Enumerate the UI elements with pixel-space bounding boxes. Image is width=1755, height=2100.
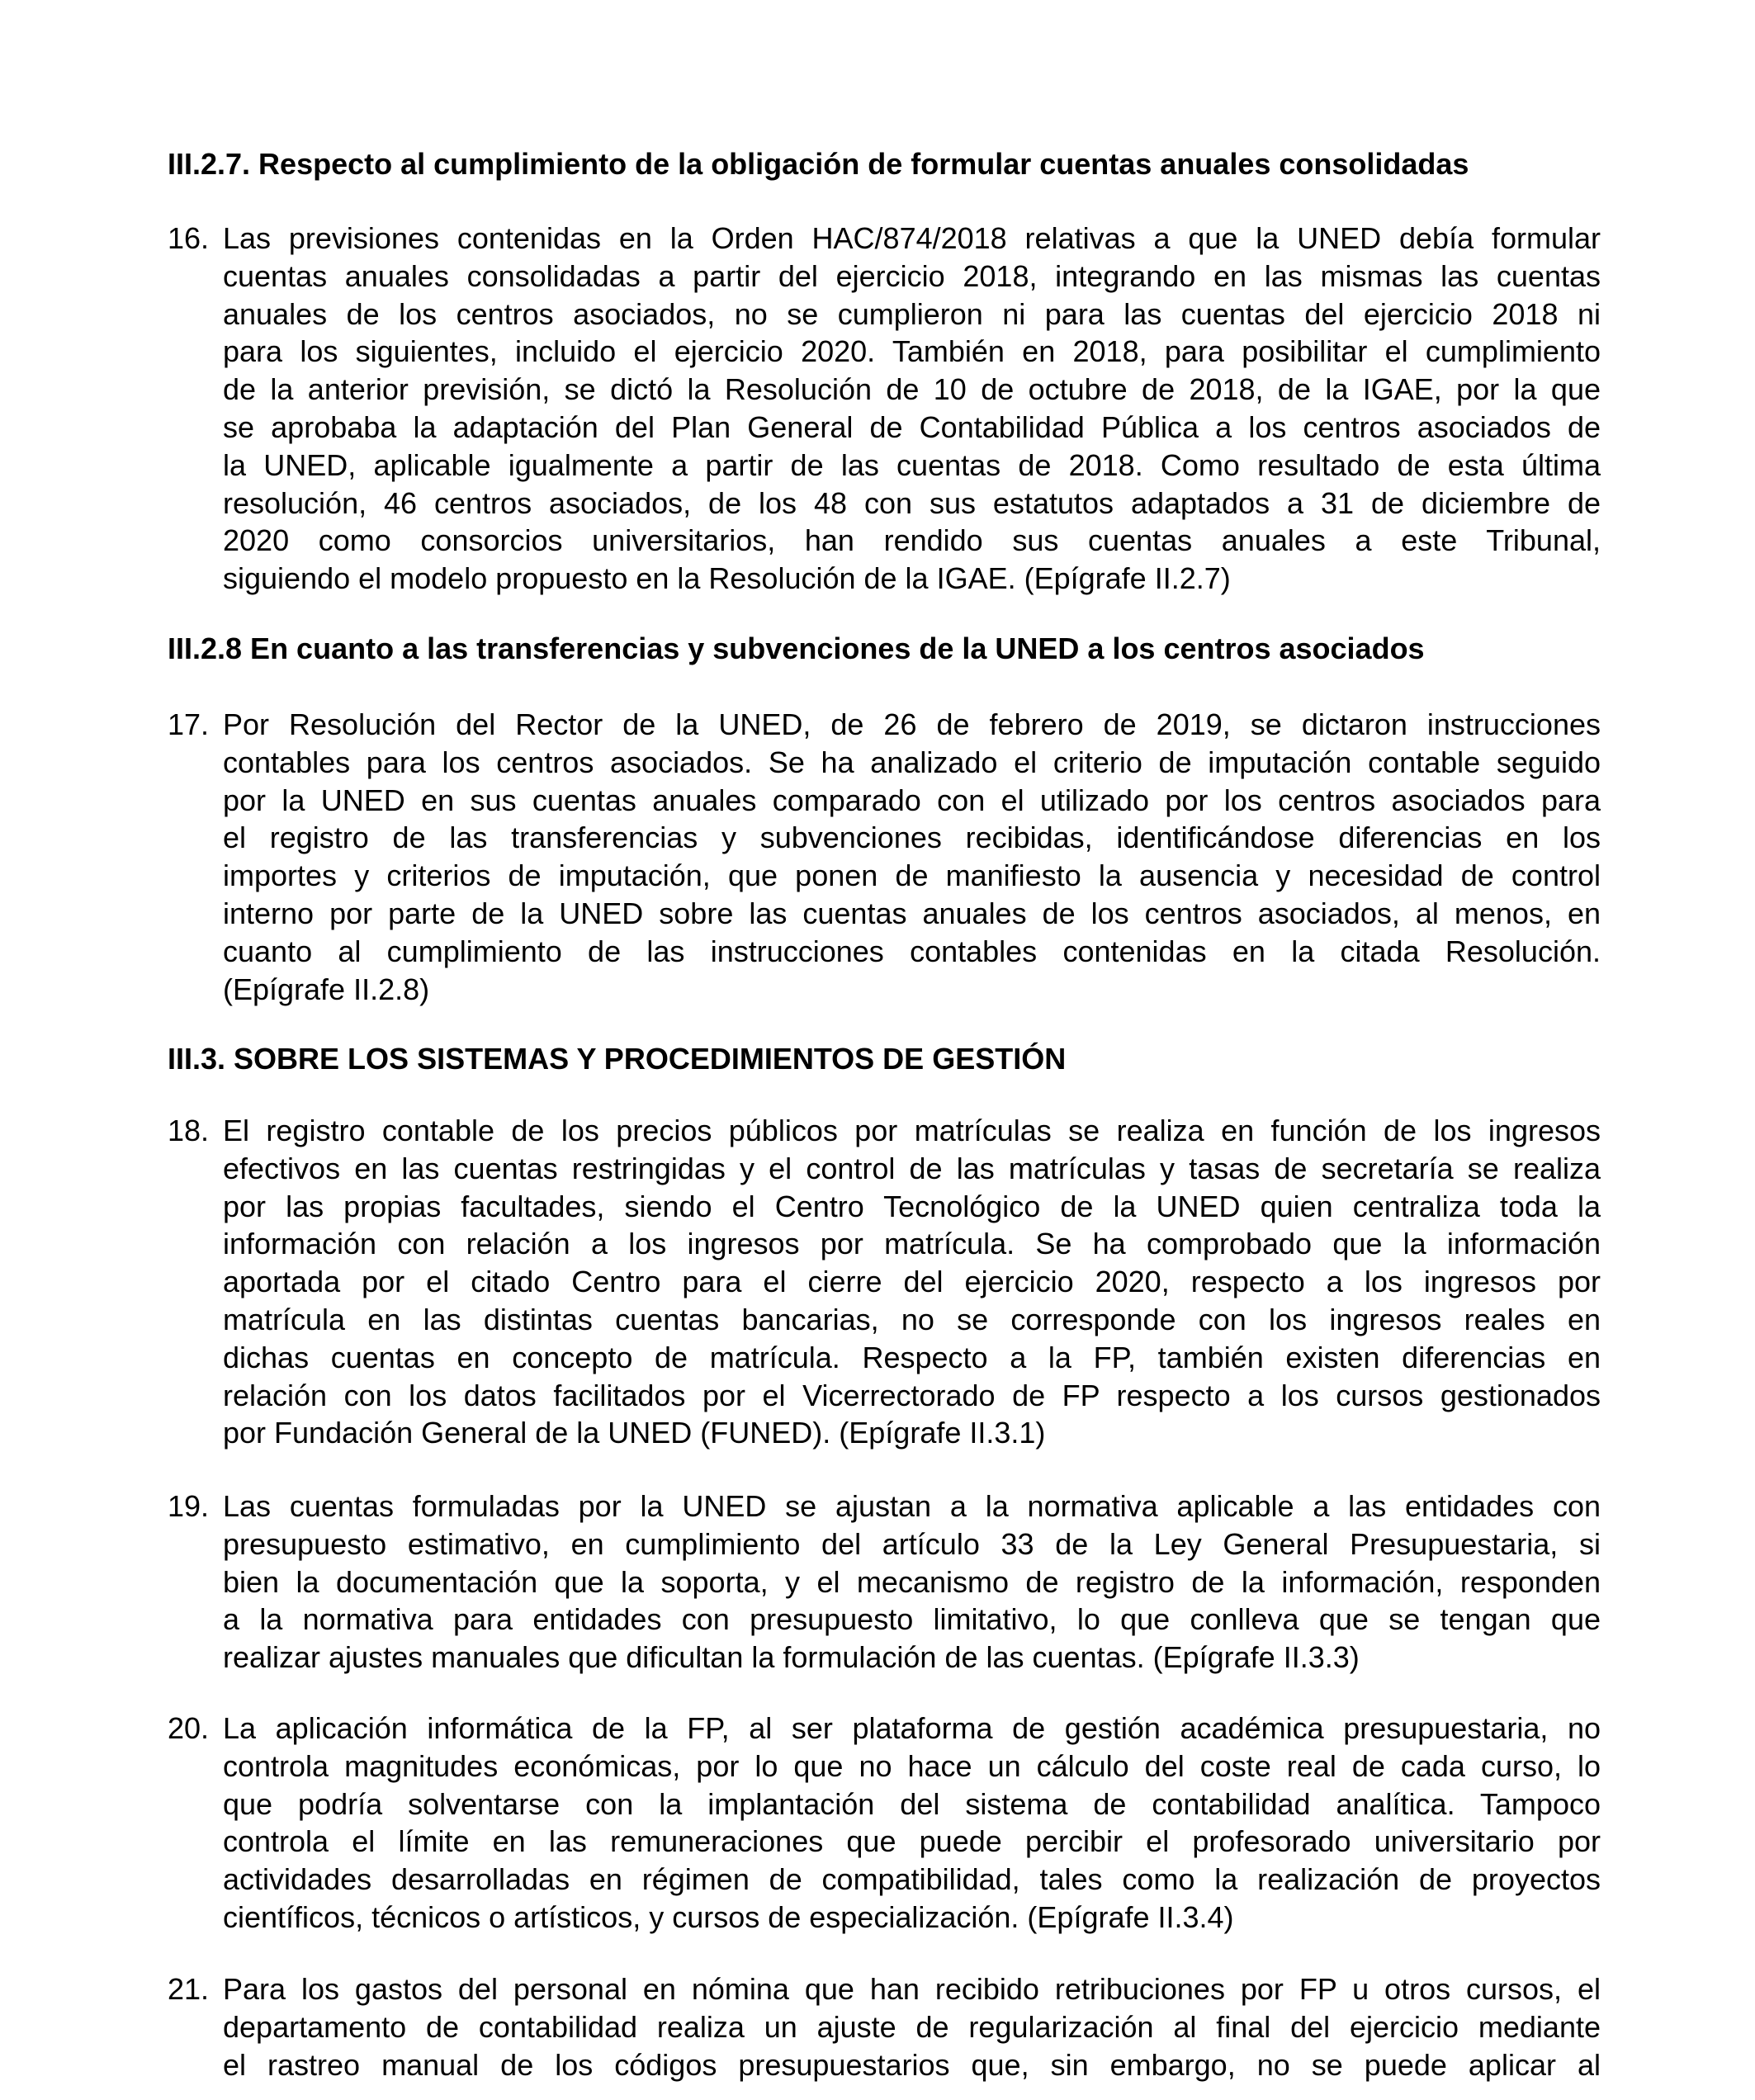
paragraph-text bbox=[223, 220, 1601, 598]
text-line: que podría solventarse con la implantación del sistema de contabilidad analítica. Tampoco bbox=[223, 1786, 1601, 1821]
text-line: se aprobaba la adaptación del Plan General de Contabilidad Pública a los centros asociados de bbox=[223, 409, 1601, 444]
paragraph-text bbox=[223, 1112, 1601, 1452]
text-line: (Epígrafe II.2.8) bbox=[223, 972, 430, 1006]
text-line: dichas cuentas en concepto de matrícula. Respecto a la FP, también existen diferencias en bbox=[223, 1340, 1601, 1374]
text-line: relación con los datos facilitados por el Vicerrectorado de FP respecto a los cursos gestionados bbox=[223, 1378, 1601, 1412]
text-line: el registro de las transferencias y subvenciones recibidas, identificándose diferencias en los bbox=[223, 821, 1601, 855]
text-line: por Fundación General de la UNED (FUNED). (Epígrafe II.3.1) bbox=[223, 1416, 1046, 1450]
paragraph-text bbox=[223, 706, 1601, 1008]
text-line: cuanto al cumplimiento de las instrucciones contables contenidas en la citada Resolución. bbox=[223, 934, 1601, 968]
section-heading-iii-2-7: III.2.7. Respecto al cumplimiento de la obligación de formular cuentas anuales consolidadas bbox=[168, 147, 1469, 181]
text-line: controla magnitudes económicas, por lo que no hace un cálculo del coste real de cada curso, lo bbox=[223, 1748, 1601, 1783]
text-line: la UNED, aplicable igualmente a partir de las cuentas de 2018. Como resultado de esta última bbox=[223, 447, 1601, 482]
text-line: Las cuentas formuladas por la UNED se ajustan a la normativa aplicable a las entidades con bbox=[223, 1489, 1601, 1523]
text-line: por las propias facultades, siendo el Centro Tecnológico de la UNED quien centraliza toda la bbox=[223, 1189, 1601, 1223]
text-line: 2020 como consorcios universitarios, han rendido sus cuentas anuales a este Tribunal, bbox=[223, 523, 1601, 558]
text-line: Por Resolución del Rector de la UNED, de 26 de febrero de 2019, se dictaron instrucciones bbox=[223, 707, 1601, 741]
text-line: importes y criterios de imputación, que ponen de manifiesto la ausencia y necesidad de control bbox=[223, 858, 1601, 893]
text-line: para los siguientes, incluido el ejercicio 2020. También en 2018, para posibilitar el cumplimiento bbox=[223, 334, 1601, 369]
paragraph-16 bbox=[168, 220, 1601, 598]
text-line: interno por parte de la UNED sobre las cuentas anuales de los centros asociados, al menos, en bbox=[223, 896, 1601, 930]
text-line: de la anterior previsión, se dictó la Resolución de 10 de octubre de 2018, de la IGAE, por la que bbox=[223, 372, 1601, 407]
text-line: aportada por el citado Centro para el cierre del ejercicio 2020, respecto a los ingresos por bbox=[223, 1265, 1601, 1299]
text-line: a la normativa para entidades con presupuesto limitativo, lo que conlleva que se tengan que bbox=[223, 1602, 1601, 1637]
paragraph-19 bbox=[168, 1488, 1601, 1677]
paragraph-20 bbox=[168, 1710, 1601, 1937]
text-line: efectivos en las cuentas restringidas y el control de las matrículas y tasas de secretaría se realiza bbox=[223, 1151, 1601, 1185]
text-line: El registro contable de los precios públicos por matrículas se realiza en función de los ingresos bbox=[223, 1114, 1601, 1147]
section-heading-iii-3: III.3. SOBRE LOS SISTEMAS Y PROCEDIMIENTOS DE GESTIÓN bbox=[168, 1042, 1067, 1076]
text-line: Para los gastos del personal en nómina que han recibido retribuciones por FP u otros cursos, el bbox=[223, 1972, 1601, 2006]
text-line: científicos, técnicos o artísticos, y cursos de especialización. (Epígrafe II.3.4) bbox=[223, 1899, 1234, 1934]
text-line: presupuesto estimativo, en cumplimiento del artículo 33 de la Ley General Presupuestaria, si bbox=[223, 1526, 1601, 1561]
paragraph-number: 21. bbox=[168, 1972, 210, 2006]
text-line: matrícula en las distintas cuentas bancarias, no se corresponde con los ingresos reales en bbox=[223, 1302, 1601, 1336]
text-line: Las previsiones contenidas en la Orden HAC/874/2018 relativas a que la UNED debía formular bbox=[223, 221, 1601, 255]
paragraph-18 bbox=[168, 1112, 1601, 1452]
paragraph-text bbox=[223, 1710, 1601, 1937]
paragraph-text bbox=[223, 1970, 1601, 2083]
text-line: siguiendo el modelo propuesto en la Resolución de la IGAE. (Epígrafe II.2.7) bbox=[223, 561, 1231, 596]
paragraph-21 bbox=[168, 1970, 1601, 2083]
paragraph-number: 20. bbox=[168, 1711, 210, 1745]
text-line: anuales de los centros asociados, no se cumplieron ni para las cuentas del ejercicio 2018 ni bbox=[223, 296, 1601, 331]
text-line: el rastreo manual de los códigos presupuestarios que, sin embargo, no se puede aplicar al bbox=[223, 2047, 1601, 2082]
text-line: departamento de contabilidad realiza un ajuste de regularización al final del ejercicio mediante bbox=[223, 2009, 1601, 2044]
text-line: cuentas anuales consolidadas a partir del ejercicio 2018, integrando en las mismas las cuentas bbox=[223, 258, 1601, 293]
text-line: realizar ajustes manuales que dificultan la formulación de las cuentas. (Epígrafe II.3.3) bbox=[223, 1640, 1360, 1675]
text-line: contables para los centros asociados. Se ha analizado el criterio de imputación contable seguido bbox=[223, 745, 1601, 779]
text-line: actividades desarrolladas en régimen de compatibilidad, tales como la realización de proyectos bbox=[223, 1862, 1601, 1897]
text-line: bien la documentación que la soporta, y el mecanismo de registro de la información, responden bbox=[223, 1564, 1601, 1599]
paragraph-17 bbox=[168, 706, 1601, 1008]
paragraph-number: 19. bbox=[168, 1489, 210, 1523]
paragraph-number: 16. bbox=[168, 221, 210, 255]
section-heading-iii-2-8: III.2.8 En cuanto a las transferencias y subvenciones de la UNED a los centros asociados bbox=[168, 631, 1425, 665]
text-line: La aplicación informática de la FP, al ser plataforma de gestión académica presupuestaria, no bbox=[223, 1711, 1601, 1745]
text-line: información con relación a los ingresos por matrícula. Se ha comprobado que la información bbox=[223, 1227, 1601, 1261]
paragraph-number: 17. bbox=[168, 707, 210, 741]
paragraph-text bbox=[223, 1488, 1601, 1677]
text-line: resolución, 46 centros asociados, de los 48 con sus estatutos adaptados a 31 de diciembre de bbox=[223, 485, 1601, 520]
text-line: controla el límite en las remuneraciones que puede percibir el profesorado universitario por bbox=[223, 1824, 1601, 1859]
text-line: por la UNED en sus cuentas anuales comparado con el utilizado por los centros asociados para bbox=[223, 783, 1601, 817]
paragraph-number: 18. bbox=[168, 1114, 210, 1147]
